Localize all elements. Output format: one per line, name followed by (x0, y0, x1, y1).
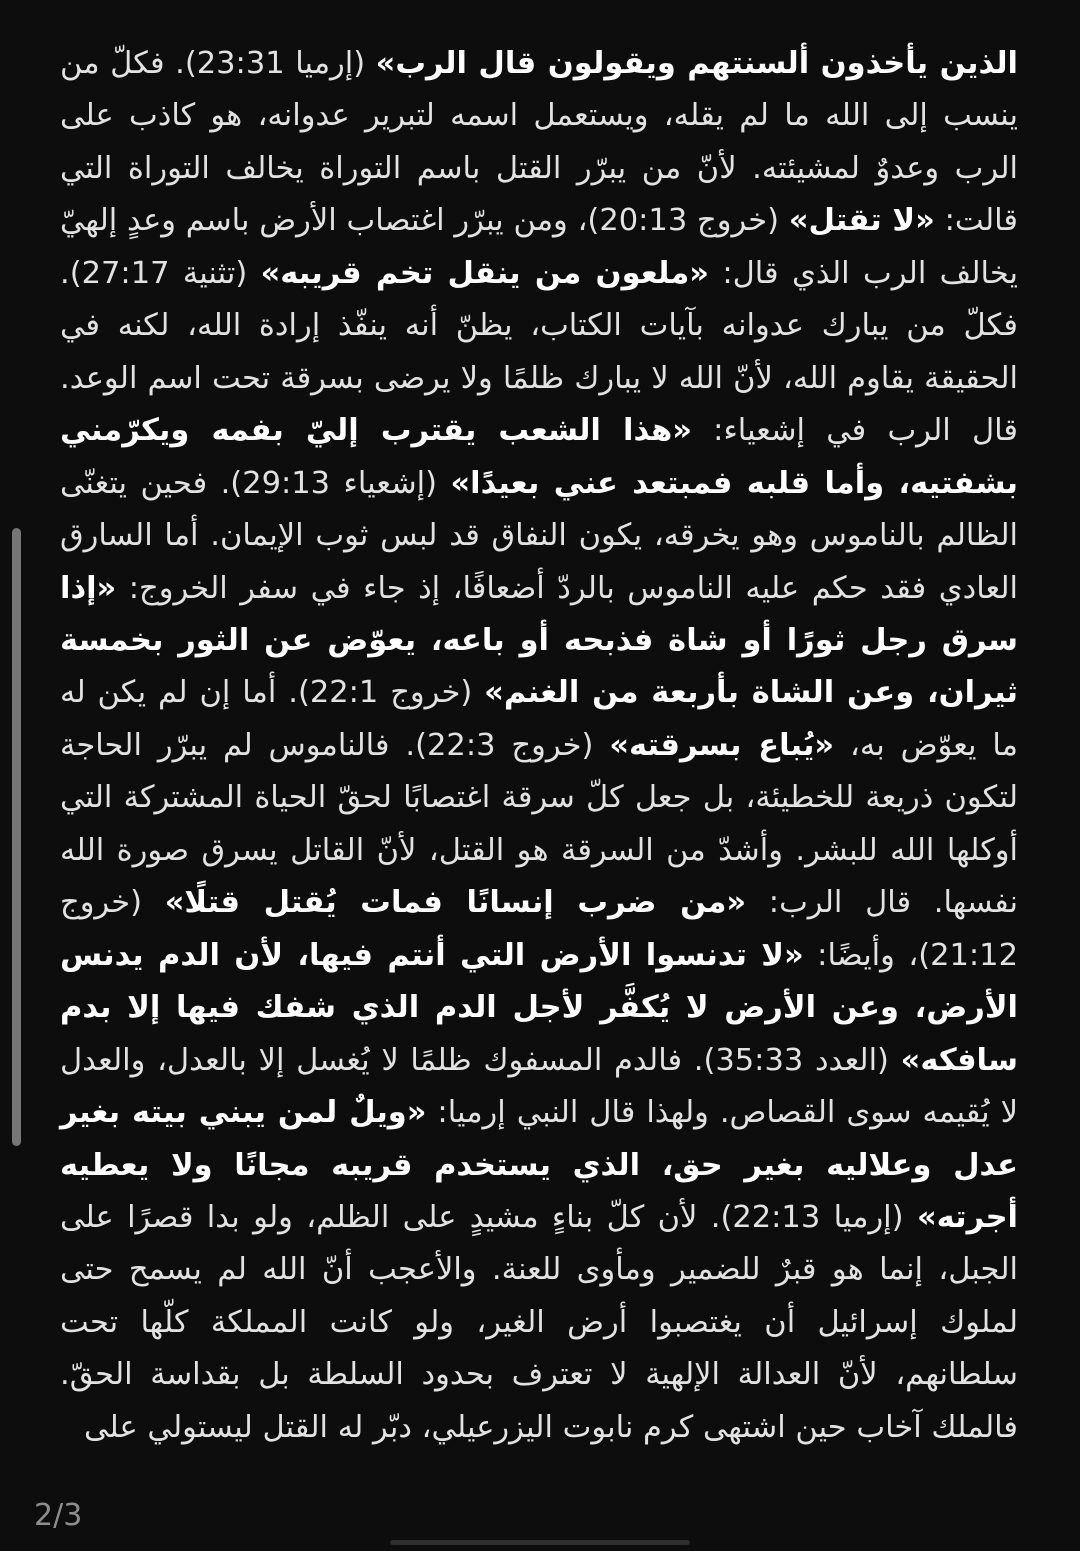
body-run: (إرميا 22:13). لأن كلّ بناءٍ مشيدٍ على الظلم، ولو بدا قصرًا على الجبل، إنما هو قبرٌ للضمير ومأوى للعنة. والأعجب أنّ الله لم يسمح حتى لملوك إسرائيل أن يغتصبوا أرض الغير، ولو كانت المملكة كلّها تحت سلطانهم، لأنّ العدالة الإلهية لا تعترف بحدود السلطة بل بقداسة الحقّ. فالملك آخاب حين اشتهى كرم نابوت اليزرعيلي، دبّر له القتل ليستولي على (60, 1199, 1018, 1445)
scripture-quote: «يُباع بسرقته» (609, 727, 835, 763)
scripture-quote: «لا تقتل» (788, 203, 935, 239)
body-run: (تثنية 27:17). فكلّ من يبارك عدوانه بآيات الكتاب، يظنّ أنه ينفّذ إرادة الله، لكنه في الحقيقة يقاوم الله، لأنّ الله لا يبارك ظلمًا ولا يرضى بسرقة تحت اسم الوعد. قال الرب في إشعياء: (60, 255, 1018, 449)
document-body-text (60, 38, 1018, 1454)
scripture-quote: «من ضرب إنسانًا فمات يُقتل قتلًا» (164, 885, 747, 921)
body-run: (إرميا 23:31). فكلّ من ينسب إلى الله ما لم يقله، ويستعمل اسمه لتبرير عدوانه، هو كاذب على الرب وعدوٌ لمشيئته. لأنّ من يبرّر القتل باسم التوراة يخالف التوراة التي قالت: (60, 46, 1018, 239)
page-indicator: 2/3 (34, 1498, 83, 1533)
scripture-quote: «هذا الشعب يقترب إليّ بفمه ويكرّمني بشفتيه، وأما قلبه فمبتعد عني بعيدًا» (60, 413, 1018, 501)
body-run: (العدد 35:33). فالدم المسفوك ظلمًا لا يُغسل إلا بالعدل، والعدل لا يُقيمه سوى القصاص. ولهذا قال النبي إرميا: (60, 1042, 1018, 1131)
scripture-quote: «ملعون من ينقل تخم قريبه» (260, 255, 709, 291)
body-run: (خروج 21:12)، وأيضًا: (60, 885, 1018, 973)
body-run: (إشعياء 29:13). فحين يتغنّى الظالم بالناموس وهو يخرقه، يكون النفاق قد لبس ثوب الإيمان. أما السارق العادي فقد حكم عليه الناموس بالردّ أضعافًا، إذ جاء في سفر الخروج: (60, 465, 1018, 606)
body-run: (خروج 20:13)، ومن يبرّر اغتصاب الأرض باسم وعدٍ إلهيّ يخالف الرب الذي قال: (60, 203, 1018, 291)
home-gesture-bar (390, 1540, 690, 1545)
scrollbar-track[interactable] (6, 0, 16, 1551)
body-run: (خروج 22:1). أما إن لم يكن له ما يعوّض به، (60, 675, 1019, 763)
scripture-quote: «إذا سرق رجل ثورًا أو شاة فذبحه أو باعه، يعوّض عن الثور بخمسة ثيران، وعن الشاة بأربعة من الغنم» (60, 570, 1018, 711)
scrollbar-thumb[interactable] (12, 528, 21, 1146)
scripture-quote: «لا تدنسوا الأرض التي أنتم فيها، لأن الدم يدنس الأرض، وعن الأرض لا يُكفَّر لأجل الدم الذي شفك فيها إلا بدم سافكه» (60, 937, 1018, 1078)
scripture-quote: الذين يأخذون ألسنتهم ويقولون قال الرب» (375, 46, 1018, 81)
scripture-quote: «ويلٌ لمن يبني بيته بغير عدل وعلاليه بغير حق، الذي يستخدم قريبه مجانًا ولا يعطيه أجرته» (60, 1095, 1018, 1235)
body-run: (خروج 22:3). فالناموس لم يبرّر الحاجة لتكون ذريعة للخطيئة، بل جعل كلّ سرقة اغتصابًا لحقّ الحياة المشتركة التي أوكلها الله للبشر. وأشدّ من السرقة هو القتل، لأنّ القاتل يسرق صورة الله نفسها. قال الرب: (60, 727, 1018, 921)
